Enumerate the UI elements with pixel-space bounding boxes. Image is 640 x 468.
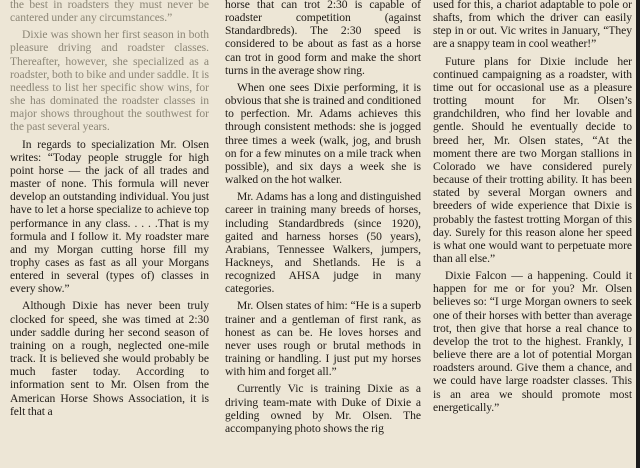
paragraph: used for this, a chariot adaptable to pole or shafts, from which the driver can easily step in or out. Vic writes in January, “They are a snappy team in cool weather!” (433, 0, 632, 51)
paragraph: the best in roadsters they must never be cantered under any circumstances.” (10, 0, 209, 25)
page-edge (636, 0, 640, 468)
paragraph: When one sees Dixie performing, it is obvious that she is trained and conditioned to perfection. Mr. Adams achieves this through consistent methods: she is jogged three times a week (walk, jog, and brush on for a few minutes on a mile track when possible), and six days a week she is walked on the hot walker. (225, 80, 421, 187)
paragraph: Mr. Olsen states of him: “He is a superb trainer and a gentleman of first rank, as honest as can be. He loves horses and never uses rough or brutal methods in training or handling. I just put my horses with him and forget all.” (225, 299, 421, 379)
paragraph: Currently Vic is training Dixie as a driving team-mate with Duke of Dixie a gelding owned by Mr. Olsen. The accompanying photo shows the rig (225, 382, 421, 435)
paragraph: In regards to specialization Mr. Olsen writes: “Today people struggle for high point horse — the jack of all trades and master of none. This formula will never develop an outstanding individual. You just have to let a horse specialize to achieve top performance in any class. . . . .That is my formula and I follow it. My roadster mare and my Morgan cutting horse fill my trophy cases as fast as all your Morgans entered in several (types of) classes in every show.” (10, 137, 209, 296)
paragraph: Dixie Falcon — a happening. Could it happen for me or for you? Mr. Olsen believes so: “I urge Morgan owners to seek one of their horses with better than average trot, then give that horse a real chance to develop the trot to the highest. Frankly, I believe there are a lot of potential Morgan roadsters around. Give them a chance, and we could have large roadster classes. This is an area we should promote most energetically.” (433, 269, 632, 414)
text-column-3 (433, 0, 632, 414)
paragraph: horse that can trot 2:30 is capable of roadster competition (against Standardbreds). The 2:30 speed is considered to be about as fast as a horse can trot in good form and make the short turns in the average show ring. (225, 0, 421, 77)
paragraph: Future plans for Dixie include her continued campaigning as a roadster, with time out for occasional use as a pleasure trotting mount for Mr. Olsen’s grandchildren, who find her lovable and gentle. Should he eventually decide to breed her, Mr. Olsen states, “At the moment there are two Morgan stallions in Colorado we have considered purely because of their trotting ability. It has been stated by several Morgan owners and breeders of wide experience that Dixie is probably the fastest trotting Morgan of this day. Surely for this reason alone her speed is what one would want to perpetuate more than all else.” (433, 54, 632, 265)
text-column-1 (10, 0, 209, 418)
paragraph: Mr. Adams has a long and distinguished career in training many breeds of horses, including Standardbreds (since 1920), gaited and harness horses (50 years), Arabians, Tennessee Walkers, jumpers, Hackneys, and Shetlands. He is a recognized AHSA judge in many categories. (225, 190, 421, 296)
text-column-2 (225, 0, 421, 435)
paragraph: Dixie was shown her first season in both pleasure driving and roadster classes. Thereafter, however, she specialized as a roadster, both to bike and under saddle. It is needless to list her specific show wins, for she has dominated the roadster classes in major shows throughout the southwest for the past several years. (10, 28, 209, 134)
paragraph: Although Dixie has never been truly clocked for speed, she was timed at 2:30 under saddle during her second season of training on a rough, neglected one-mile track. It is believed she would probably be much faster today. According to information sent to Mr. Olsen from the American Horse Shows Association, it is felt that a (10, 299, 209, 418)
